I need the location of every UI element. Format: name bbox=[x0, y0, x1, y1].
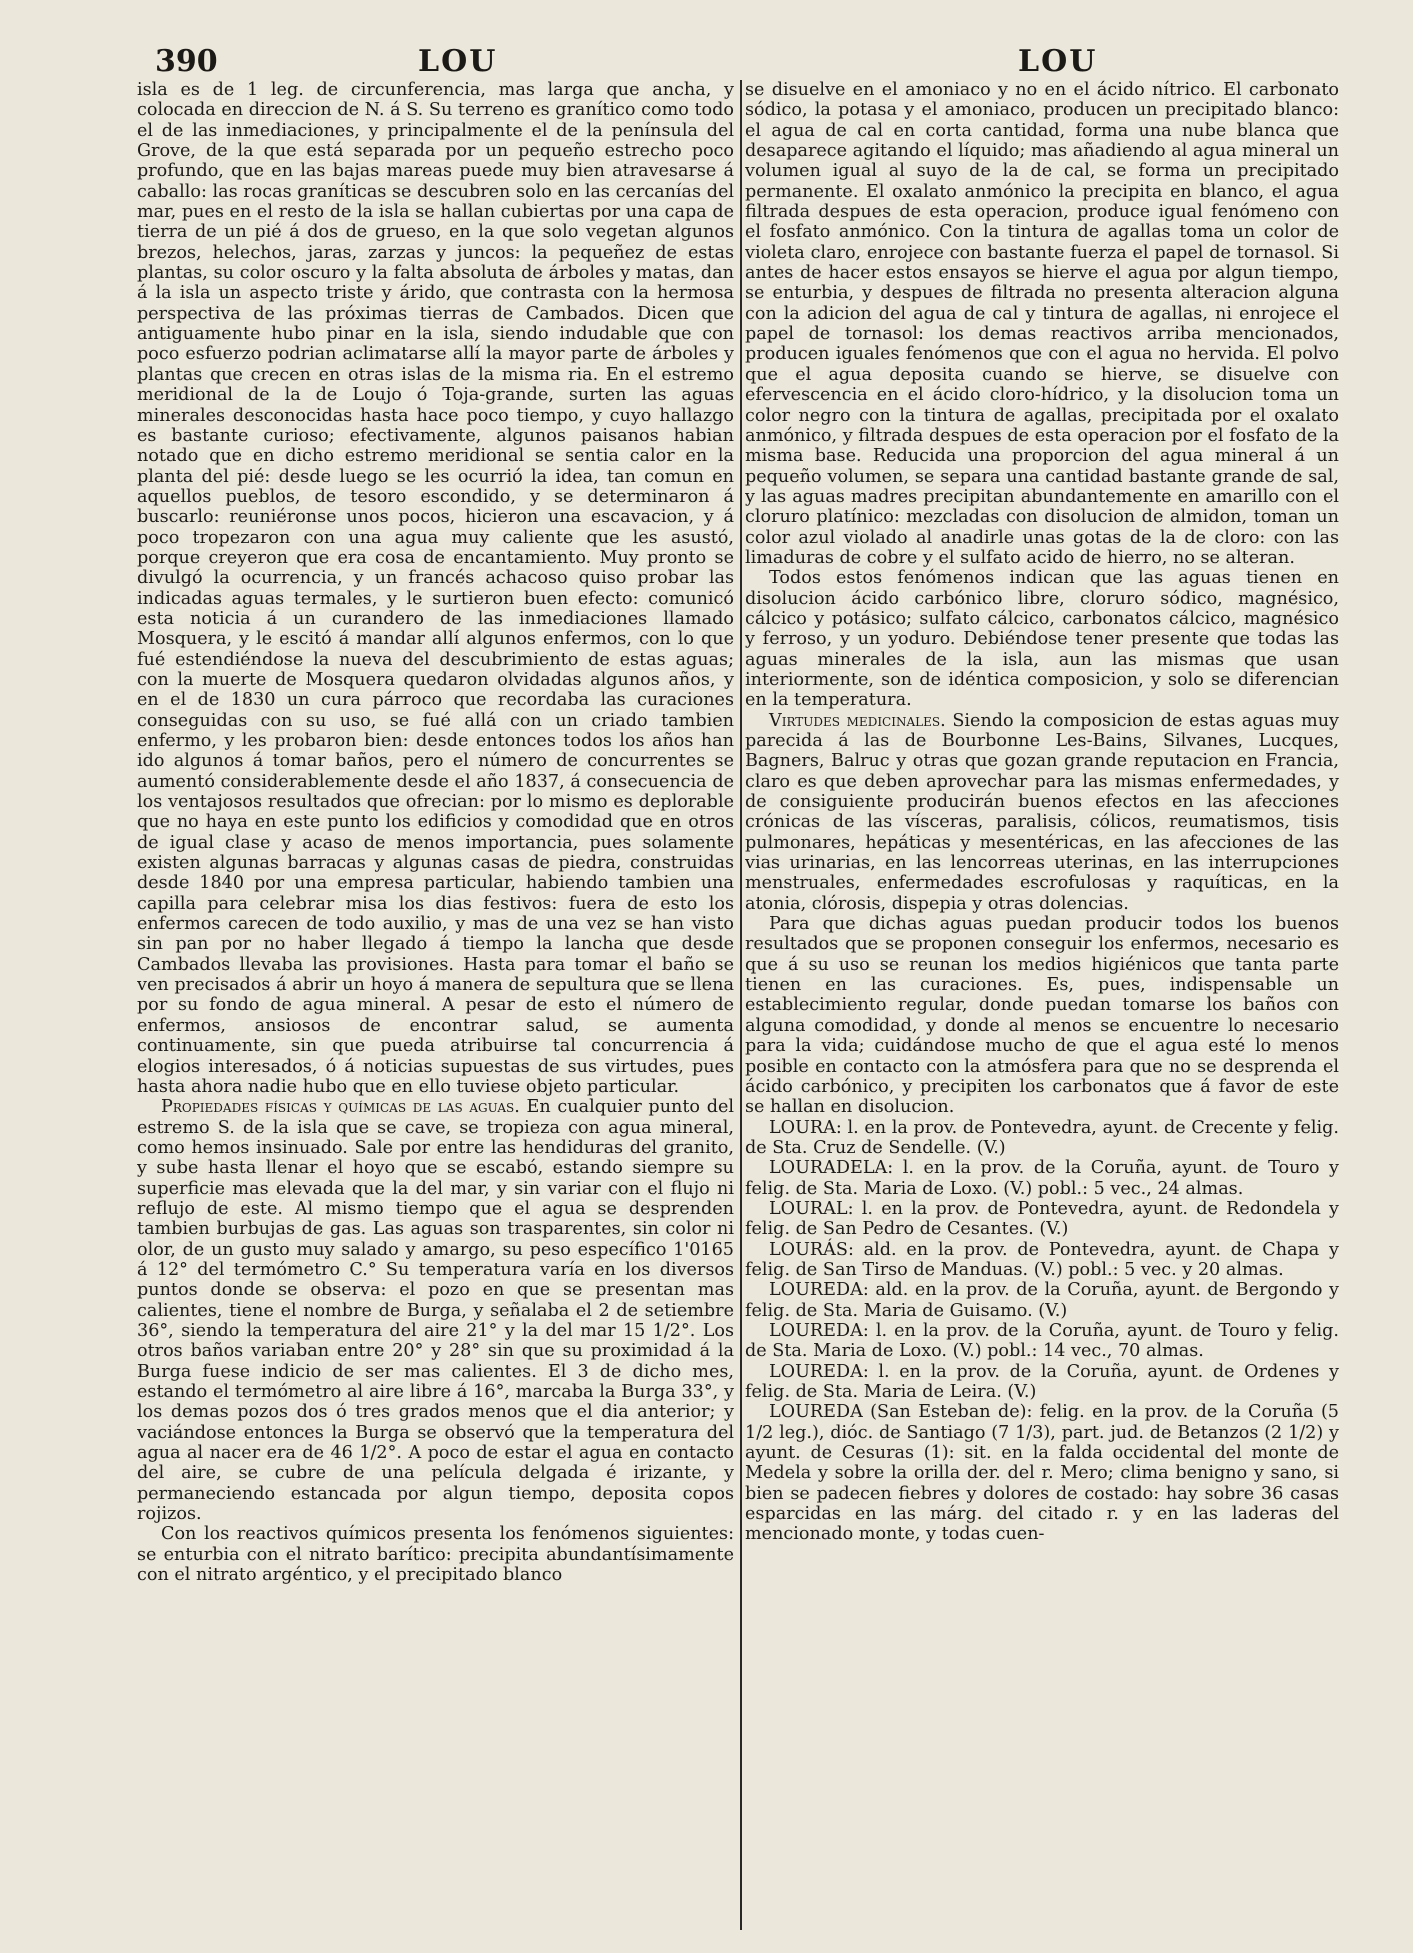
paragraph: se disuelve en el amoniaco y no en el ácido nítrico. El carbonato sódico, la potasa y el amoniaco, producen un precipitado blanco: el agua de cal en corta cantidad, forma una nube blanca que desaparece agitando el líquido; mas añadiendo al agua mineral un volumen igual al suyo de la de cal, se forma un precipitado permanente. El oxalato anmónico la precipita en blanco, el agua filtrada despues de esta operacion, produce igual fenómeno con el fosfato anmónico. Con la tintura de agallas toma un color de violeta claro, enrojece con bastante fuerza el papel de tornasol. Si antes de hacer estos ensayos se hierve el agua por algun tiempo, se enturbia, y despues de filtrada no presenta alteracion alguna con la adicion del agua de cal y tintura de agallas, ni enrojece el papel de tornasol: los demas reactivos arriba mencionados, producen iguales fenómenos que con el agua no hervida. El polvo que el agua deposita cuando se hierve, se disuelve con efervescencia en el ácido cloro-hídrico, y la disolucion toma un color negro con la tintura de agallas, precipitada por el oxalato anmónico, y filtrada despues de esta operacion por el fosfato de la misma base. Reducida una proporcion del agua mineral á un pequeño volumen, se separa una cantidad bastante grande de sal, y las aguas madres precipitan abundantemente en amarillo con el cloruro platínico: mezcladas con disolucion de almidon, toman un color azul violado al anadirle unas gotas de la de cloro: con las limaduras de cobre y el sulfato acido de hierro, no se alteran. bbox=[745, 80, 1339, 568]
gazetteer-entry: LOURA: l. en la prov. de Pontevedra, ayunt. de Crecente y felig. de Sta. Cruz de Sendelle. (V.) bbox=[745, 1117, 1339, 1158]
left-column bbox=[137, 80, 734, 1935]
gazetteer-entry: LOUREDA: l. en la prov. de la Coruña, ayunt. de Touro y felig. de Sta. Maria de Loxo. (V.) pobl.: 14 vec., 70 almas. bbox=[745, 1320, 1339, 1362]
gazetteer-entry: LOUREDA (San Esteban de): felig. en la prov. de la Coruña (5 1/2 leg.), dióc. de Santiago (7 1/3), part. jud. de Betanzos (2 1/2) y ayunt. de Cesuras (1): sit. en la falda occidental del monte de Medela y sobre la orilla der. del r. Mero; clima benigno y sano, si bien se padecen fiebres y dolores de costado: hay sobre 36 casas esparcidas en las márg. del citado r. y en las laderas del mencionado monte, y todas cuen- bbox=[745, 1402, 1339, 1545]
running-head-left: LOU bbox=[418, 44, 498, 79]
paragraph: Para que dichas aguas puedan producir todos los buenos resultados que se proponen conseguir los enfermos, necesario es que á su uso se reunan los medios higiénicos que tanta parte tienen en las curaciones. Es, pues, indispensable un establecimiento regular, donde puedan tomarse los baños con alguna comodidad, y donde al menos se encuentre lo necesario para la vida; cuidándose mucho de que el agua esté lo menos posible en contacto con la atmósfera para que no se desprenda el ácido carbónico, y precipiten los carbonatos que á favor de este se hallan en disolucion. bbox=[745, 914, 1339, 1118]
paragraph: Todos estos fenómenos indican que las aguas tienen en disolucion ácido carbónico libre, cloruro sódico, magnésico, cálcico y potásico; sulfato cálcico, carbonatos cálcico, magnésico y ferroso, y un yoduro. Debiéndose tener presente que todas las aguas minerales de la isla, aun las mismas que usan interiormente, son de idéntica composicion, y solo se diferencian en la temperatura. bbox=[745, 568, 1339, 711]
page-number: 390 bbox=[155, 44, 218, 79]
gazetteer-entry: LOURAL: l. en la prov. de Pontevedra, ayunt. de Redondela y felig. de San Pedro de Cesantes. (V.) bbox=[745, 1198, 1339, 1240]
paragraph: isla es de 1 leg. de circunferencia, mas larga que ancha, y colocada en direccion de N. á S. Su terreno es granítico como todo el de las inmediaciones, y principalmente el de la península del Grove, de la que está separada por un pequeño estrecho poco profundo, que en las bajas mareas puede muy bien atravesarse á caballo: las rocas graníticas se descubren solo en las cercanías del mar, pues en el resto de la isla se hallan cubiertas por una capa de tierra de un pié á dos de grueso, en la que solo vegetan algunos brezos, helechos, jaras, zarzas y juncos: la pequeñez de estas plantas, su color oscuro y la falta absoluta de árboles y matas, dan á la isla un aspecto triste y árido, que contrasta con la hermosa perspectiva de las próximas tierras de Cambados. Dicen que antiguamente hubo pinar en la isla, siendo indudable que con poco esfuerzo podrian aclimatarse allí la mayor parte de árboles y plantas que crecen en otras islas de la misma ria. En el estremo meridional de la de Loujo ó Toja-grande, surten las aguas minerales desconocidas hasta hace poco tiempo, y cuyo hallazgo es bastante curioso; efectivamente, algunos paisanos habian notado que en dicho estremo meridional se sentia calor en la planta del pié: desde luego se les ocurrió la idea, tan comun en aquellos pueblos, de tesoro escondido, y se determinaron á buscarlo: reuniéronse unos pocos, hicieron una escavacion, y á poco tropezaron con una agua muy caliente que les asustó, porque creyeron que era cosa de encantamiento. Muy pronto se divulgó la ocurrencia, y un francés achacoso quiso probar las indicadas aguas termales, y le surtieron buen efecto: comunicó esta noticia á un curandero de las inmediaciones llamado Mosquera, y le escitó á mandar allí algunos enfermos, con lo que fué estendiéndose la nueva del descubrimiento de estas aguas; con la muerte de Mosquera quedaron olvidadas algunos años, y en el de 1830 un cura párroco que recordaba las curaciones conseguidas con su uso, se fué allá con un criado tambien enfermo, y les probaron bien: desde entonces todos los años han ido algunos á tomar baños, pero el número de concurrentes se aumentó considerablemente desde el año 1837, á consecuencia de los ventajosos resultados que ofrecian: por lo mismo es deplorable que no haya en este punto los edificios y comodidad que en otros de igual clase y acaso de menos importancia, pues solamente existen algunas barracas y algunas casas de piedra, construidas desde 1840 por una empresa particular, habiendo tambien una capilla para celebrar misa los dias festivos: fuera de esto los enfermos carecen de todo auxilio, y mas de una vez se han visto sin pan por no haber llegado á tiempo la lancha que desde Cambados llevaba las provisiones. Hasta para tomar el baño se ven precisados á abrir un hoyo á manera de sepultura que se llena por su fondo de agua mineral. A pesar de esto el número de enfermos, ansiosos de encontrar salud, se aumenta continuamente, sin que pueda atribuirse tal concurrencia á elogios interesados, ó á noticias supuestas de sus virtudes, pues hasta ahora nadie hubo que en ello tuviese objeto particular. bbox=[137, 80, 734, 1097]
gazetteer-entry: LOURADELA: l. en la prov. de la Coruña, ayunt. de Touro y felig. de Sta. Maria de Loxo. (V.) pobl.: 5 vec., 24 almas. bbox=[745, 1158, 1339, 1199]
section-heading: Virtudes medicinales. bbox=[769, 710, 946, 731]
section-heading: Propiedades físicas y químicas de las aguas. bbox=[161, 1097, 520, 1118]
paragraph: Con los reactivos químicos presenta los fenómenos siguientes: se enturbia con el nitrato barítico: precipita abundantísimamente con el nitrato argéntico, y el precipitado blanco bbox=[137, 1524, 734, 1586]
paragraph: Virtudes medicinales. Siendo la composicion de estas aguas muy parecida á las de Bourbonne Les-Bains, Silvanes, Lucques, Bagners, Balruc y otras que gozan grande reputacion en Francia, claro es que deben aprovechar para las mismas enfermedades, y de consiguiente producirán buenos efectos en las afecciones crónicas de las vísceras, paralisis, cólicos, reumatismos, tisis pulmonares, hepáticas y mesentéricas, en las afecciones de las vias urinarias, en las lencorreas uterinas, en las interrupciones menstruales, enfermedades escrofulosas y raquíticas, en la atonia, clórosis, dispepia y otras dolencias. bbox=[745, 710, 1339, 914]
column-rule bbox=[740, 80, 742, 1930]
gazetteer-entry: LOUREDA: l. en la prov. de la Coruña, ayunt. de Ordenes y felig. de Sta. Maria de Leira. (V.) bbox=[745, 1361, 1339, 1402]
running-head-right: LOU bbox=[1018, 44, 1098, 79]
paragraph: Propiedades físicas y químicas de las aguas. En cualquier punto del estremo S. de la isla que se cave, se tropieza con agua mineral, como hemos insinuado. Sale por entre las hendiduras del granito, y sube hasta llenar el hoyo que se escabó, estando siempre su superficie mas elevada que la del mar, y sin variar con el flujo ni reflujo de este. Al mismo tiempo que el agua se desprenden tambien burbujas de gas. Las aguas son trasparentes, sin color ni olor, de un gusto muy salado y amargo, su peso específico 1'0165 á 12° del termómetro C.° Su temperatura varía en los diversos puntos donde se observa: el pozo en que se presentan mas calientes, tiene el nombre de Burga, y señalaba el 2 de setiembre 36°, siendo la temperatura del aire 21° y la del mar 15 1/2°. Los otros baños variaban entre 20° y 28° sin que su proximidad á la Burga fuese indicio de ser mas calientes. El 3 de dicho mes, estando el termómetro al aire libre á 16°, marcaba la Burga 33°, y los demas pozos dos ó tres grados menos que el dia anterior; y vaciándose entonces la Burga se observó que la temperatura del agua al nacer era de 46 1/2°. A poco de estar el agua en contacto del aire, se cubre de una película delgada é irizante, y permaneciendo estancada por algun tiempo, deposita copos rojizos. bbox=[137, 1097, 734, 1525]
gazetteer-entry: LOURÁS: ald. en la prov. de Pontevedra, ayunt. de Chapa y felig. de San Tirso de Manduas. (V.) pobl.: 5 vec. y 20 almas. bbox=[745, 1239, 1339, 1280]
right-column bbox=[745, 80, 1339, 1935]
gazetteer-entry: LOUREDA: ald. en la prov. de la Coruña, ayunt. de Bergondo y felig. de Sta. Maria de Guisamo. (V.) bbox=[745, 1280, 1339, 1321]
